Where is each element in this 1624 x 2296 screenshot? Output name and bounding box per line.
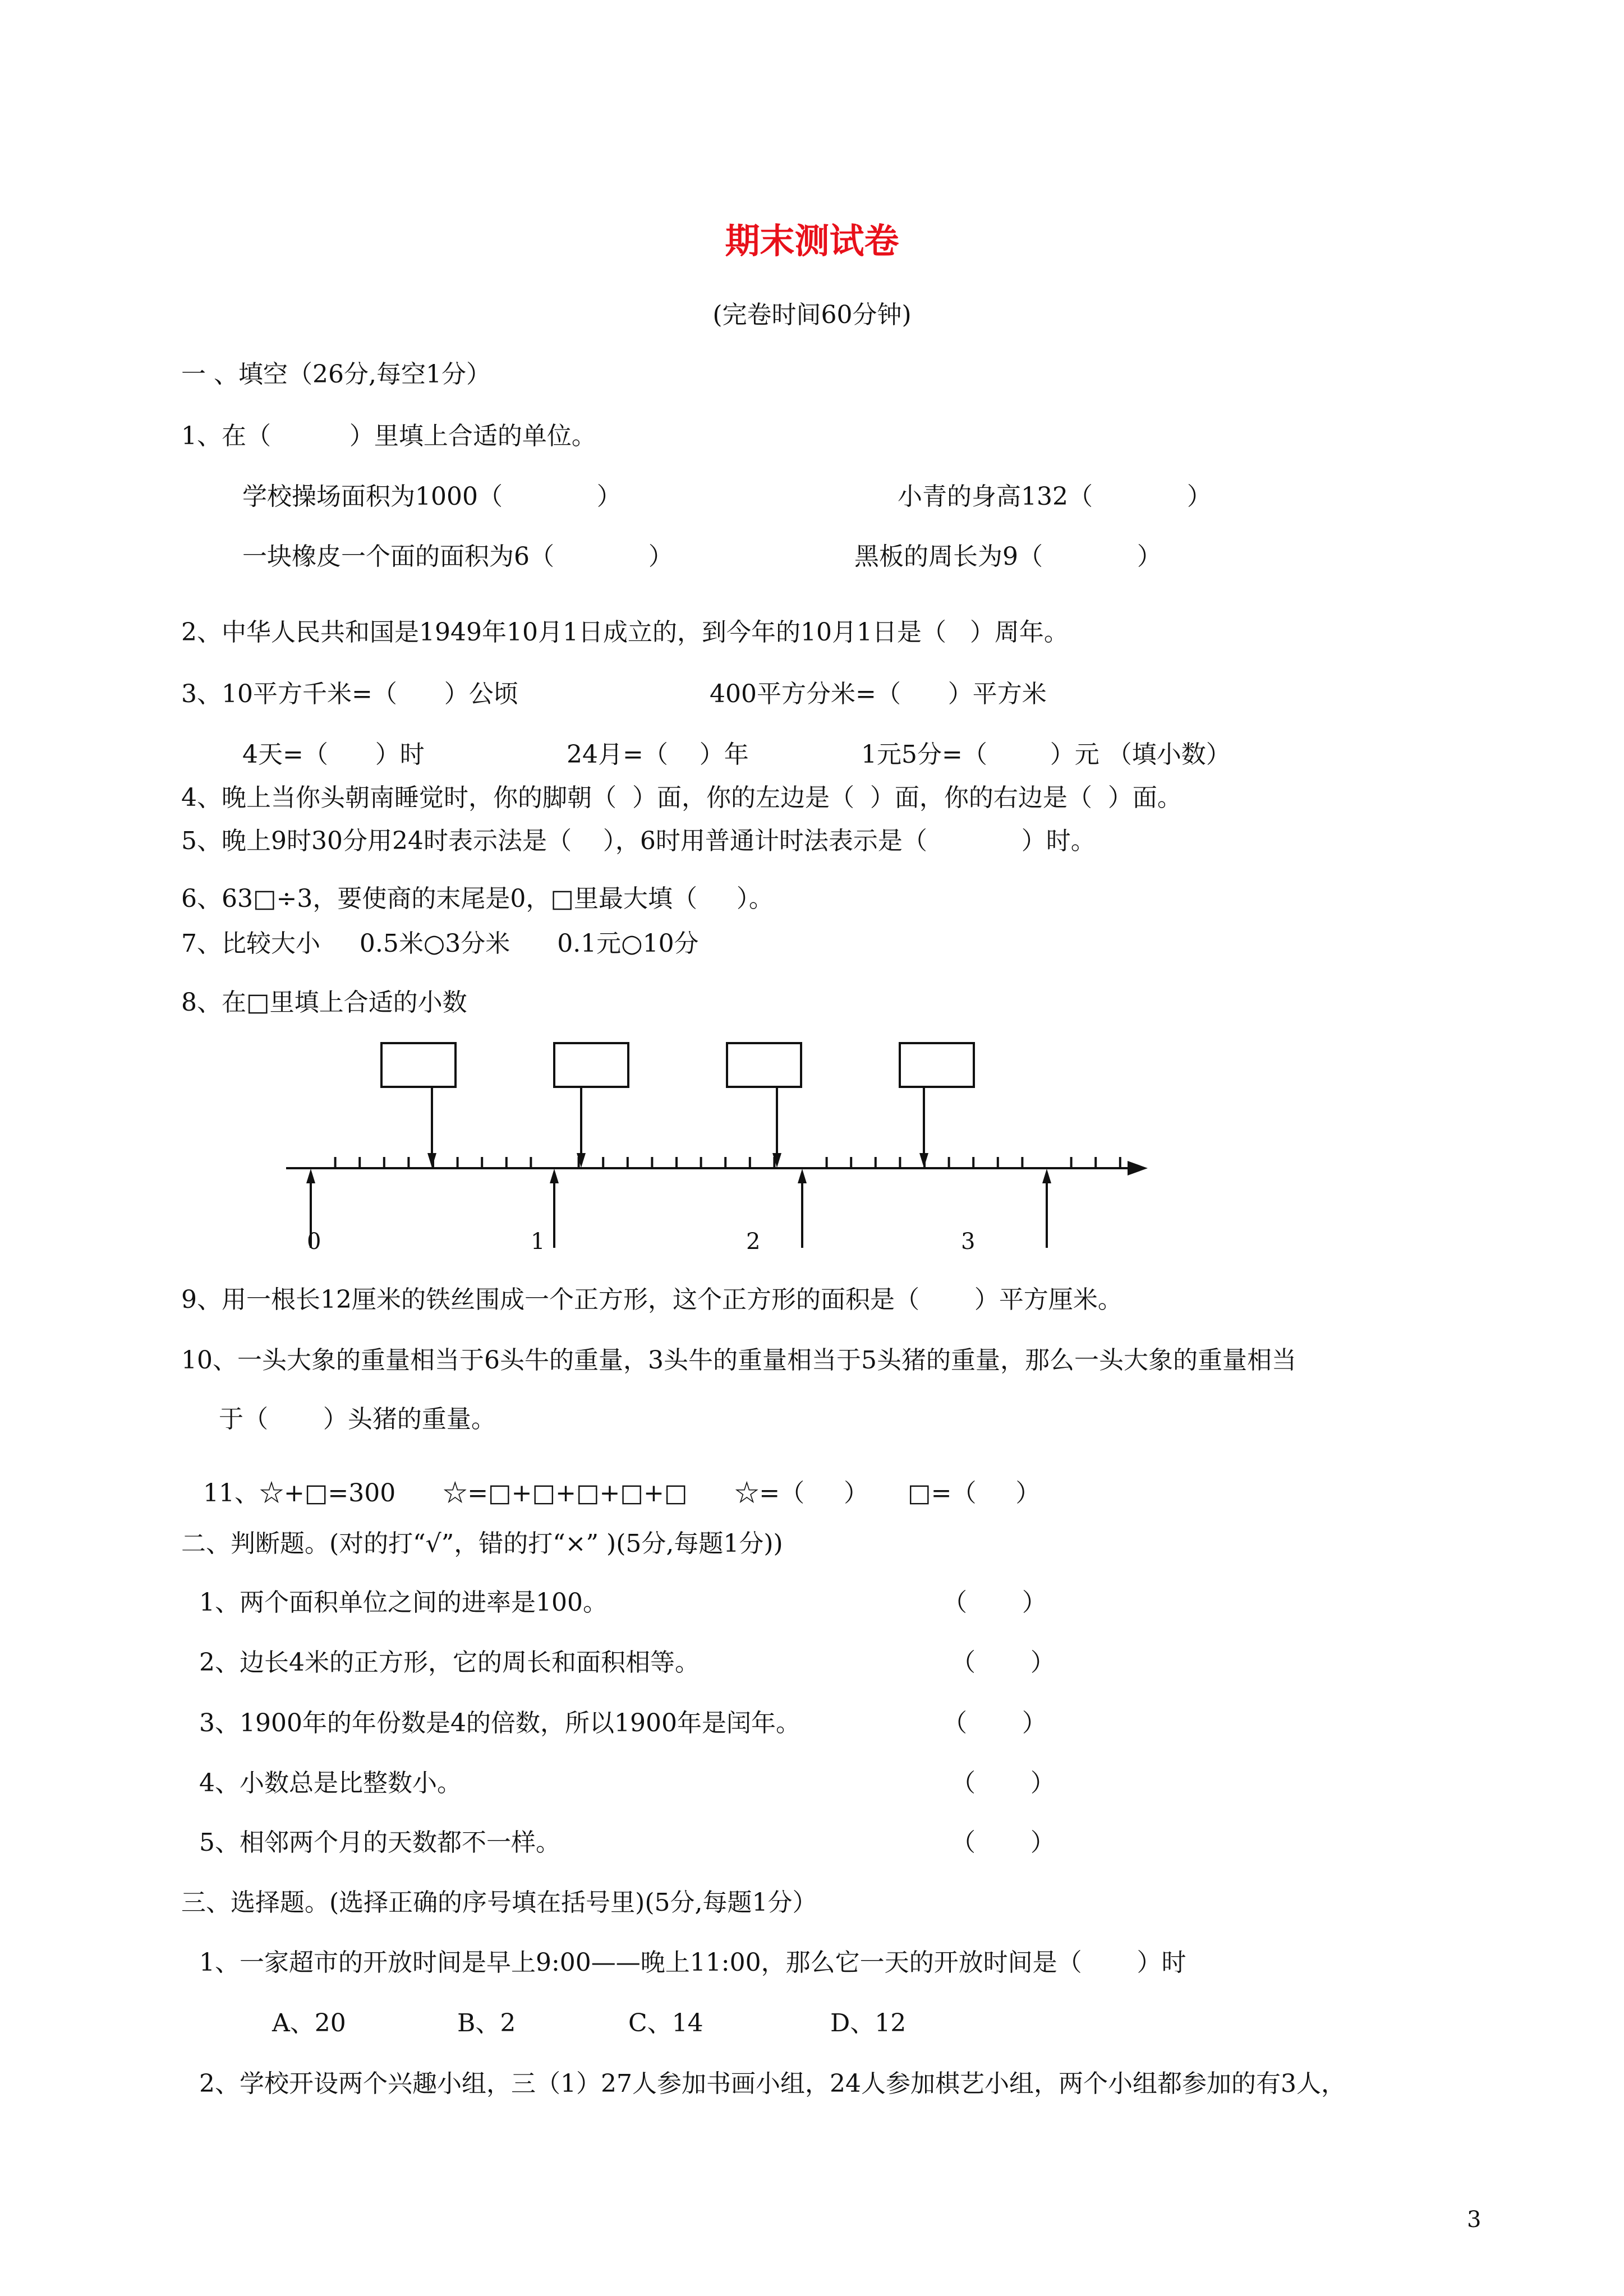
judge-answer-paren-2: （ ） bbox=[951, 1648, 1055, 1677]
section-2-heading: 二、判断题。(对的打“√”，错的打“×” )(5分,每题1分)) bbox=[181, 1529, 783, 1558]
judge-item-3: 3、1900年的年份数是4的倍数，所以1900年是闰年。 bbox=[199, 1709, 801, 1737]
section-1-heading: 一 、填空（26分,每空1分） bbox=[181, 360, 491, 389]
question-9: 9、用一根长12厘米的铁丝围成一个正方形，这个正方形的面积是（ ）平方厘米。 bbox=[181, 1285, 1122, 1314]
choice-question-1: 1、一家超市的开放时间是早上9:00——晚上11:00，那么它一天的开放时间是（ ）时 bbox=[199, 1948, 1186, 1977]
number-line-axis bbox=[286, 1161, 1148, 1175]
question-1b: 小青的身高132（ ） bbox=[898, 482, 1212, 511]
answer-box bbox=[381, 1043, 456, 1087]
box-pointer-arrows bbox=[427, 1087, 928, 1168]
integer-marker-arrows bbox=[306, 1169, 1051, 1248]
number-label-0: 0 bbox=[307, 1229, 321, 1255]
judge-item-4: 4、小数总是比整数小。 bbox=[199, 1769, 462, 1797]
judge-item-1: 1、两个面积单位之间的进率是100。 bbox=[199, 1588, 608, 1617]
judge-item-2: 2、边长4米的正方形，它的周长和面积相等。 bbox=[199, 1648, 700, 1677]
question-3a: 3、10平方千米=（ ）公顷 bbox=[181, 680, 518, 708]
choice-option-b: B、2 bbox=[457, 2009, 516, 2037]
question-3e: 1元5分=（ ）元 （填小数） bbox=[861, 740, 1231, 769]
question-4: 4、晚上当你头朝南睡觉时，你的脚朝（ ）面，你的左边是（ ）面，你的右边是（ ）面。 bbox=[181, 783, 1182, 812]
question-7: 7、比较大小 0.5米○3分米 0.1元○10分 bbox=[181, 929, 699, 958]
judge-answer-paren-5: （ ） bbox=[951, 1828, 1055, 1857]
page-title: 期末测试卷 bbox=[725, 220, 899, 261]
question-3c: 4天=（ ）时 bbox=[242, 740, 425, 769]
question-6: 6、63□÷3，要使商的末尾是0，□里最大填（ ）。 bbox=[181, 884, 774, 913]
number-label-1: 1 bbox=[531, 1229, 545, 1255]
answer-boxes bbox=[381, 1043, 974, 1087]
judge-answer-paren-4: （ ） bbox=[951, 1769, 1055, 1797]
page-number: 3 bbox=[1467, 2207, 1482, 2233]
choice-option-d: D、12 bbox=[830, 2009, 907, 2037]
number-label-3: 3 bbox=[961, 1229, 976, 1255]
judge-item-5: 5、相邻两个月的天数都不一样。 bbox=[199, 1828, 560, 1857]
question-1d: 黑板的周长为9（ ） bbox=[854, 542, 1162, 571]
question-10-line-2: 于（ ）头猪的重量。 bbox=[219, 1405, 496, 1433]
choice-option-a: A、20 bbox=[272, 2009, 346, 2037]
judge-answer-paren-1: （ ） bbox=[942, 1588, 1047, 1617]
question-10-line-1: 10、一头大象的重量相当于6头牛的重量，3头牛的重量相当于5头猪的重量，那么一头大象的重量相当 bbox=[181, 1346, 1296, 1375]
question-3d: 24月=（ ）年 bbox=[567, 740, 749, 769]
answer-box bbox=[900, 1043, 974, 1087]
answer-box bbox=[554, 1043, 628, 1087]
question-2: 2、中华人民共和国是1949年10月1日成立的，到今年的10月1日是（ ）周年。 bbox=[181, 618, 1069, 647]
number-label-2: 2 bbox=[746, 1229, 761, 1255]
judge-answer-paren-3: （ ） bbox=[942, 1709, 1047, 1737]
question-1: 1、在（ ）里填上合适的单位。 bbox=[181, 422, 596, 450]
exam-duration: (完卷时间60分钟) bbox=[712, 301, 912, 329]
question-3b: 400平方分米=（ ）平方米 bbox=[710, 680, 1047, 708]
question-11: 11、☆+□=300 ☆=□+□+□+□+□ ☆=（ ） □=（ ） bbox=[203, 1479, 1041, 1507]
choice-option-c: C、14 bbox=[628, 2009, 703, 2037]
question-5: 5、晚上9时30分用24时表示法是（ ），6时用普通计时法表示是（ ）时。 bbox=[181, 827, 1096, 855]
question-1c: 一块橡皮一个面的面积为6（ ） bbox=[242, 542, 673, 571]
number-line-ticks bbox=[335, 1157, 1120, 1168]
question-1a: 学校操场面积为1000（ ） bbox=[242, 482, 622, 511]
answer-box bbox=[727, 1043, 801, 1087]
choice-question-2: 2、学校开设两个兴趣小组，三（1）27人参加书画小组，24人参加棋艺小组，两个小组都参加的有3人， bbox=[199, 2069, 1346, 2098]
question-8: 8、在□里填上合适的小数 bbox=[181, 988, 467, 1017]
section-3-heading: 三、选择题。(选择正确的序号填在括号里)(5分,每题1分） bbox=[181, 1888, 817, 1917]
